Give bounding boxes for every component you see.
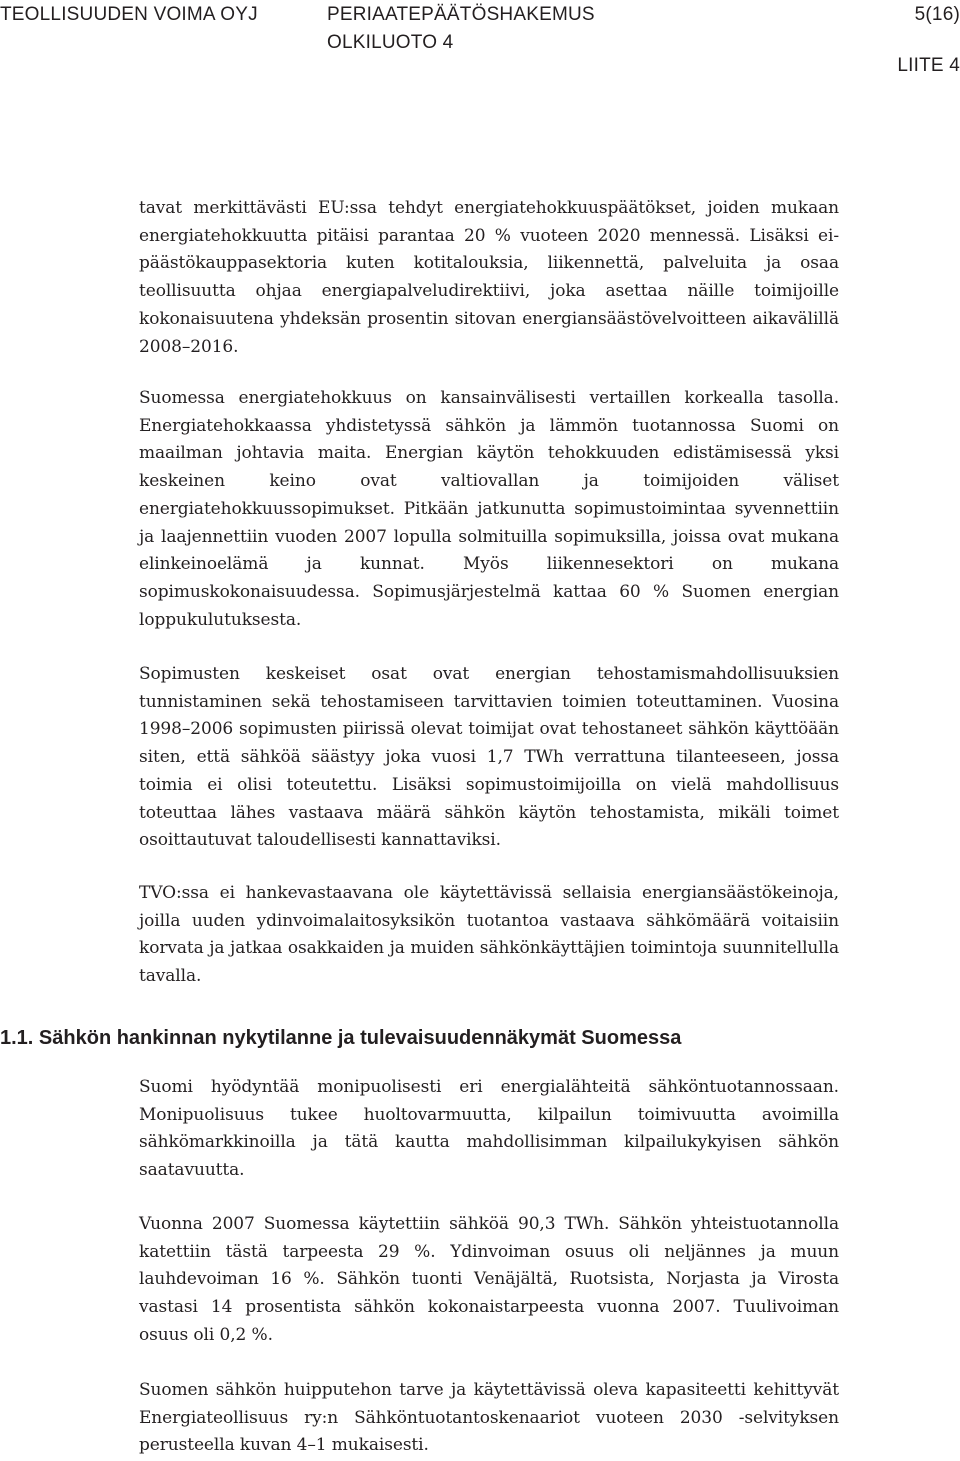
section-number: 1.1. (0, 1027, 34, 1049)
section-title: Sähkön hankinnan nykytilanne ja tulevaisuudennäkymät Suomessa (38, 1027, 682, 1049)
paragraph-efficiency-decisions: tavat merkittävästi EU:ssa tehdyt energiatehokkuuspäätökset, joiden mukaan energiatehokkuutta pitäisi parantaa 20 % vuoteen 2020 mennessä. Lisäksi ei-päästökauppasektoria kuten kotitalouksia, liikennettä, palveluita ja osaa teollisuutta ohjaa energiapalveludirektiivi, joka asettaa näille toimijoille kokonaisuutena yhdeksän prosentin sitovan energiansäästövelvoitteen aikavälillä 2008–2016. (139, 198, 839, 357)
paragraph-agreements: Sopimusten keskeiset osat ovat energian tehostamismahdollisuuksien tunnistaminen sekä tehostamiseen tarvittavien toimien toteuttaminen. Vuosina 1998–2006 sopimusten piirissä olevat toimijat ovat tehostaneet sähkön käyttöään siten, että sähköä säästyy joka vuosi 1,7 TWh verrattuna tilanteeseen, jossa toimia ei olisi toteutettu. Lisäksi sopimustoimijoilla on vielä mahdollisuus toteuttaa lähes vastaava määrä sähkön käytön tehostamista, mikäli toimet osoittautuvat taloudellisesti kannattaviksi. (139, 664, 839, 851)
paragraph-tvo-savings: TVO:ssa ei hankevastaavana ole käytettävissä sellaisia energiansäästökeinoja, joilla uuden ydinvoimalaitosyksikön tuotantoa vastaava sähkömäärä voitaisiin korvata ja jatkaa osakkaiden ja muiden sähkönkäyttäjien toimintoja suunnitellulla tavalla. (139, 883, 839, 987)
company-name: TEOLLISUUDEN VOIMA OYJ (0, 4, 258, 25)
project-name: OLKILUOTO 4 (327, 32, 454, 53)
appendix-label: LIITE 4 (897, 55, 960, 76)
paragraph-electricity-2007: Vuonna 2007 Suomessa käytettiin sähköä 90,3 TWh. Sähkön yhteistuotannolla katettiin tästä tarpeesta 29 %. Ydinvoiman osuus oli neljännes ja muun lauhdevoiman 16 %. Sähkön tuonti Venäjältä, Ruotsista, Norjasta ja Virosta vastasi 14 prosentista sähkön kokonaistarpeesta vuonna 2007. Tuulivoiman osuus oli 0,2 %. (139, 1214, 839, 1345)
section-heading (0, 1024, 681, 1052)
page-number: 5(16) (914, 4, 960, 25)
paragraph-peak-demand: Suomen sähkön huipputehon tarve ja käytettävissä oleva kapasiteetti kehittyvät Energiateollisuus ry:n Sähköntuotantoskenaariot vuoteen 2030 -selvityksen perusteella kuvan 4–1 mukaisesti. (139, 1380, 839, 1456)
document-type: PERIAATEPÄÄTÖSHAKEMUS (327, 4, 595, 25)
paragraph-finland-efficiency: Suomessa energiatehokkuus on kansainvälisesti vertaillen korkealla tasolla. Energiatehokkaassa yhdistetyssä sähkön ja lämmön tuotannossa Suomi on maailman johtavia maita. Energian käytön tehokkuuden edistämisessä yksi keskeinen keino ovat valtiovallan ja toimijoiden väliset energiatehokkuussopimukset. Pitkään jatkunutta sopimustoimintaa syvennettiin ja laajennettiin vuoden 2007 lopulla solmituilla sopimuksilla, joissa ovat mukana elinkeinoelämä ja kunnat. Myös liikennesektori on mukana sopimuskokonaisuudessa. Sopimusjärjestelmä kattaa 60 % Suomen energian loppukulutuksesta. (139, 388, 839, 630)
paragraph-energy-sources: Suomi hyödyntää monipuolisesti eri energialähteitä sähköntuotannossaan. Monipuolisuus tukee huoltovarmuutta, kilpailun toimivuutta avoimilla sähkömarkkinoilla ja tätä kautta mahdollisimman kilpailukykyisen sähkön saatavuutta. (139, 1077, 839, 1181)
